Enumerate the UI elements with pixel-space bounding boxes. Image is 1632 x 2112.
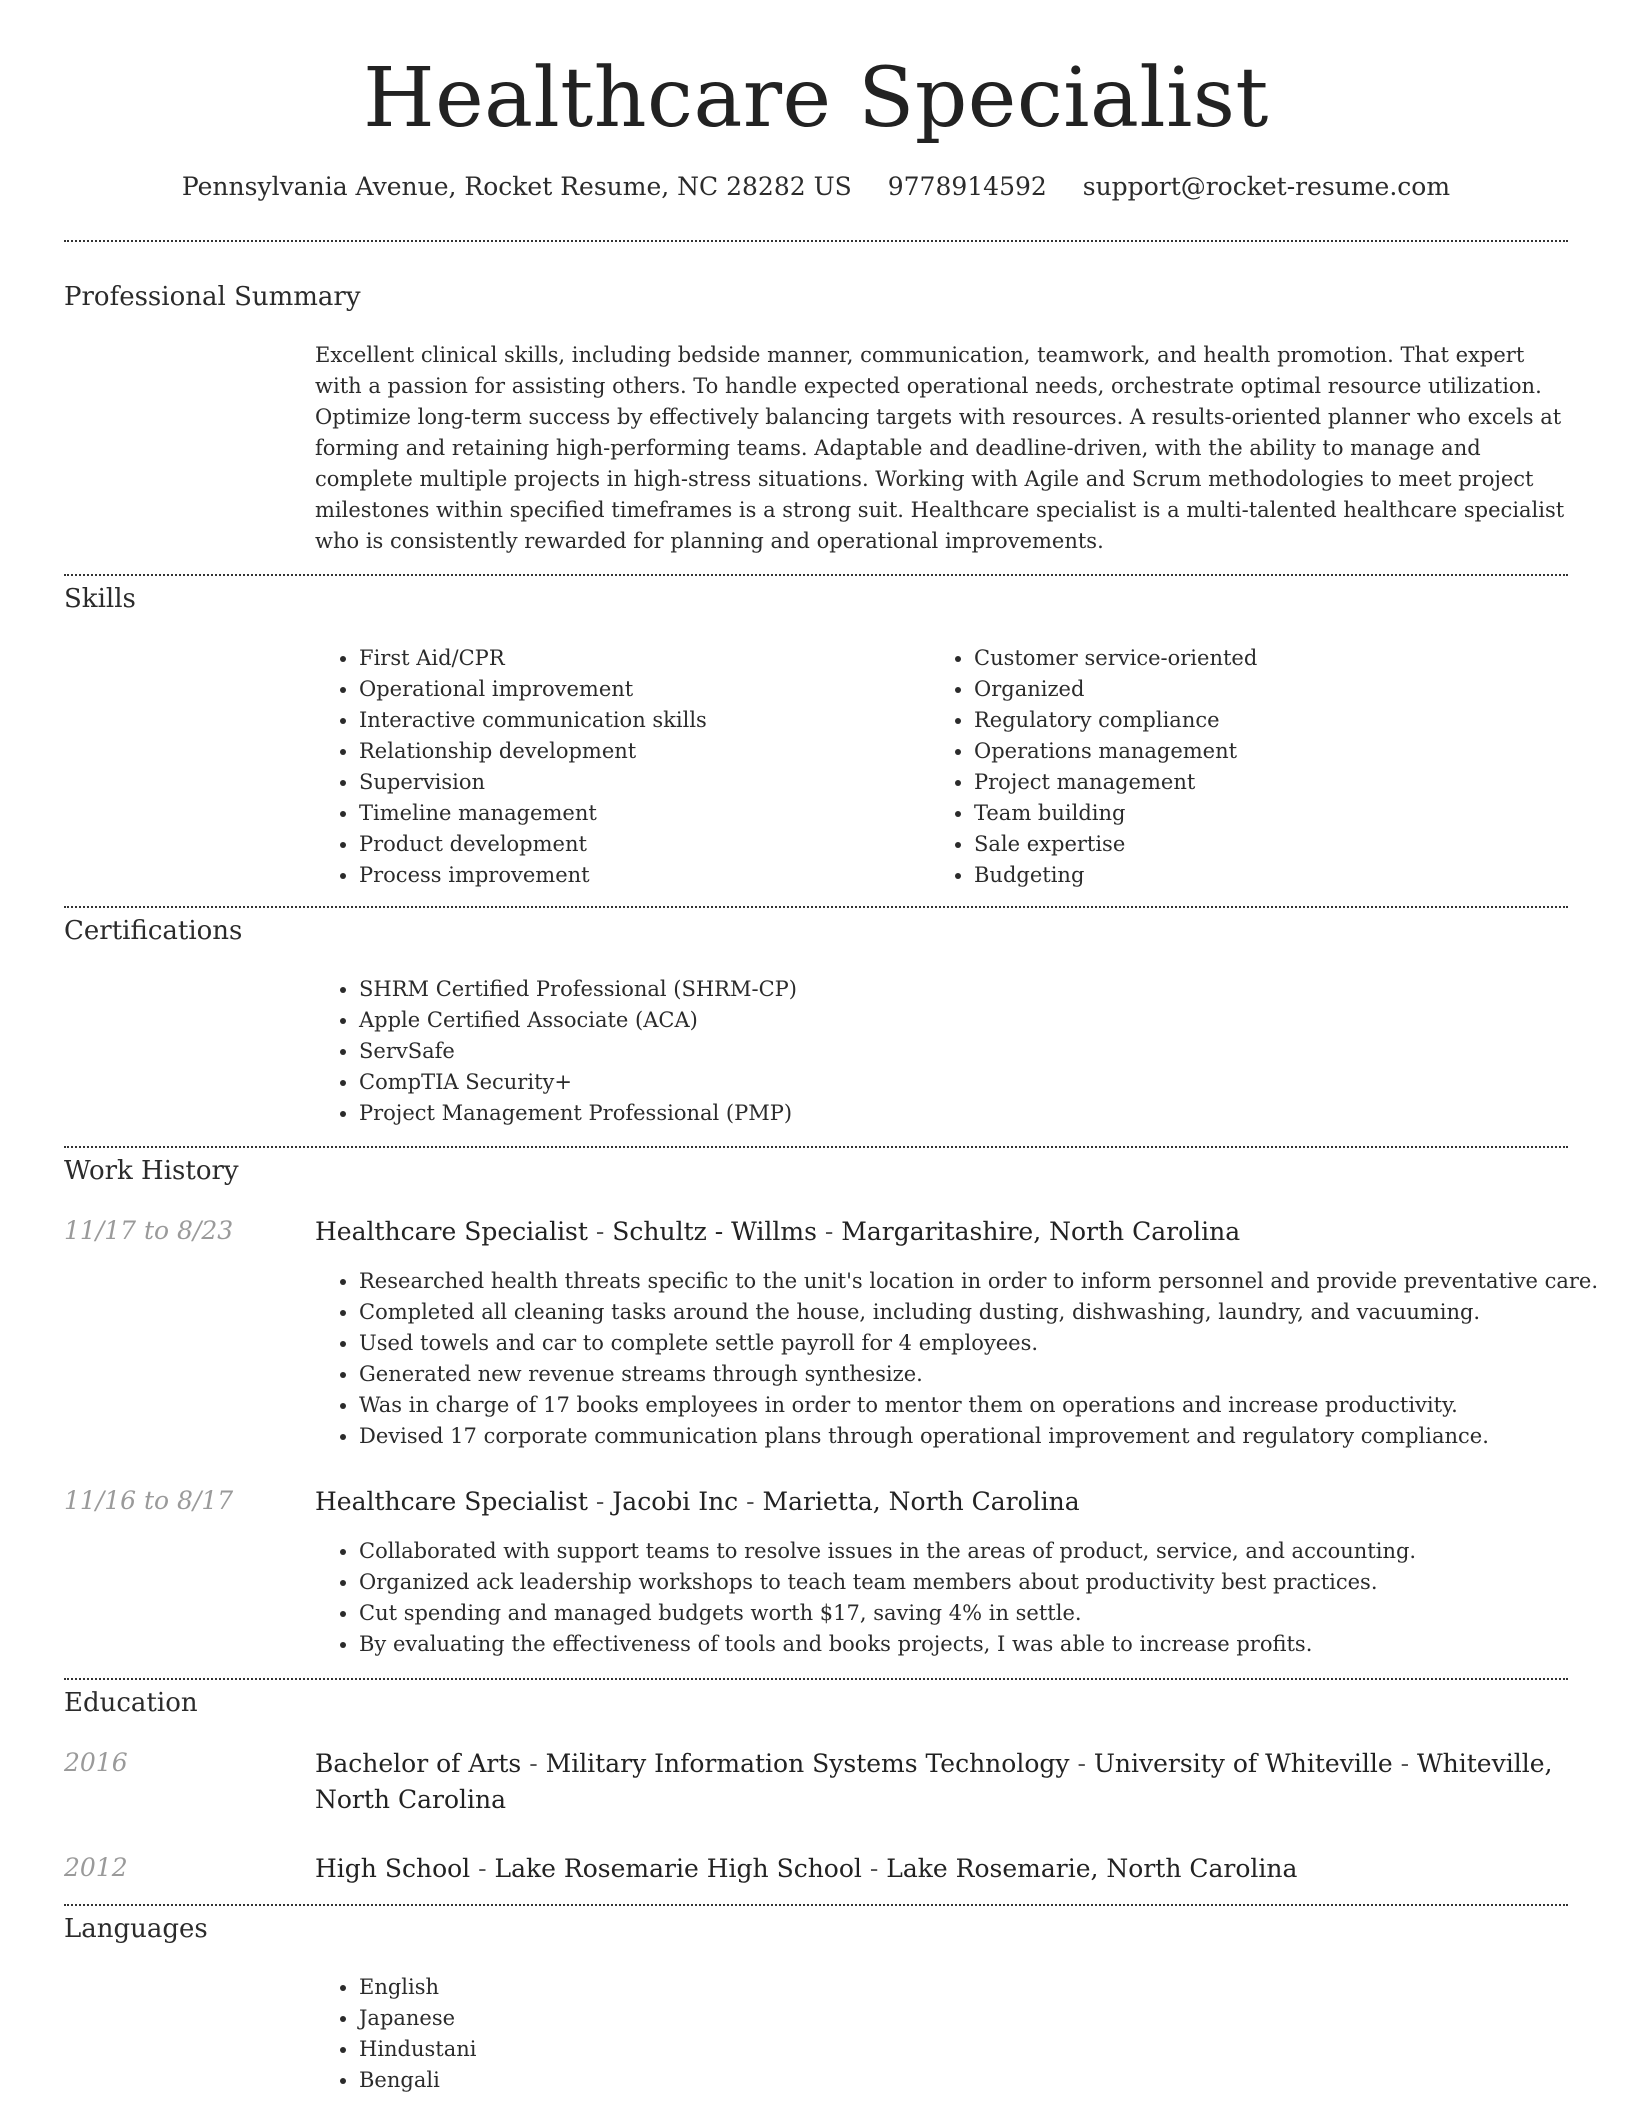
list-item: • By evaluating the effectiveness of tools and books projects, I was able to increase profits. (359, 1629, 1619, 1660)
certifications-list (315, 974, 1559, 1129)
divider (64, 1678, 1568, 1680)
list-item: • Hindustani (359, 2034, 959, 2065)
list-item: • Budgeting (974, 860, 1574, 891)
education-title (315, 1746, 1565, 1818)
list-item: • Process improvement (359, 860, 919, 891)
section-title-languages: Languages (64, 1914, 208, 1944)
education-year: 2012 (64, 1853, 128, 1882)
list-item: • Timeline management (359, 798, 919, 829)
separator: - (587, 1217, 613, 1246)
education-location: Whiteville, North Carolina (315, 1749, 1553, 1814)
list-item: • Collaborated with support teams to resolve issues in the areas of product, service, and accounting. (359, 1536, 1619, 1567)
list-item: • SHRM Certified Professional (SHRM-CP) (359, 974, 1559, 1005)
job-location: Marietta, North Carolina (762, 1487, 1080, 1516)
section-title-work-history: Work History (64, 1156, 239, 1186)
separator: - (587, 1487, 613, 1516)
education-title (315, 1851, 1575, 1887)
list-item: • Cut spending and managed budgets worth $17, saving 4% in settle. (359, 1598, 1619, 1629)
list-item: • Operational improvement (359, 674, 919, 705)
list-item: • Devised 17 corporate communication plans through operational improvement and regulatory compliance. (359, 1421, 1619, 1452)
list-item: • Operations management (974, 736, 1574, 767)
contact-email: support@rocket-resume.com (1082, 172, 1451, 201)
list-item: • Researched health threats specific to the unit's location in order to inform personnel and provide preventative care. (359, 1266, 1619, 1297)
candidate-name: Healthcare Specialist (363, 51, 1269, 146)
divider (64, 906, 1568, 908)
list-item: • Interactive communication skills (359, 705, 919, 736)
separator: - (1069, 1749, 1094, 1778)
section-title-summary: Professional Summary (64, 282, 361, 312)
list-item: • Product development (359, 829, 919, 860)
skills-list-right (930, 643, 1574, 891)
job-dates: 11/17 to 8/23 (64, 1216, 234, 1245)
list-item: • Was in charge of 17 books employees in order to mentor them on operations and increase productivity. (359, 1390, 1619, 1421)
education-year: 2016 (64, 1748, 128, 1777)
separator: - (861, 1854, 887, 1883)
education-degree: High School (315, 1854, 471, 1883)
job-location: Margaritashire, North Carolina (841, 1217, 1241, 1246)
job-company: Jacobi Inc (612, 1487, 739, 1516)
list-item: • Team building (974, 798, 1574, 829)
education-school: University of Whiteville (1093, 1749, 1393, 1778)
list-item: • Organized ack leadership workshops to teach team members about productivity best practices. (359, 1567, 1619, 1598)
divider (64, 1146, 1568, 1148)
divider (64, 240, 1568, 242)
list-item: • Relationship development (359, 736, 919, 767)
section-title-certifications: Certifications (64, 916, 243, 946)
list-item: • Sale expertise (974, 829, 1574, 860)
divider (64, 1904, 1568, 1906)
job-title (315, 1484, 1575, 1520)
separator: - (470, 1854, 495, 1883)
summary-text: Excellent clinical skills, including bedside manner, communication, teamwork, and health promotion. That expert with a passion for assisting others. To handle expected operational needs, orchestrate optimal resource utilization. Optimize long-term success by effectively balancing targets with resources. A results-oriented planner who excels at forming and retaining high-performing teams. Adaptable and deadline-driven, with the ability to manage and complete multiple projects in high-stress situations. Working with Agile and Scrum methodologies to meet project milestones within specified timeframes is a strong suit. Healthcare specialist is a multi-talented healthcare specialist who is consistently rewarded for planning and operational improvements. (315, 343, 1565, 553)
list-item: • First Aid/CPR (359, 643, 919, 674)
list-item: • Used towels and car to complete settle payroll for 4 employees. (359, 1328, 1619, 1359)
divider (64, 574, 1568, 576)
job-bullets (315, 1266, 1619, 1452)
list-item: • CompTIA Security+ (359, 1067, 1559, 1098)
education-school: Lake Rosemarie High School (494, 1854, 862, 1883)
job-role: Healthcare Specialist (315, 1217, 588, 1246)
list-item: • Regulatory compliance (974, 705, 1574, 736)
job-bullets (315, 1536, 1619, 1660)
job-title (315, 1214, 1575, 1250)
list-item: • Customer service-oriented (974, 643, 1574, 674)
job-role: Healthcare Specialist (315, 1487, 588, 1516)
education-degree: Bachelor of Arts (315, 1749, 522, 1778)
list-item: • Project management (974, 767, 1574, 798)
separator: - (521, 1749, 546, 1778)
contact-line (0, 172, 1632, 201)
list-item: • Generated new revenue streams through synthesize. (359, 1359, 1619, 1390)
list-item: • English (359, 1972, 959, 2003)
education-field: Military Information Systems Technology (545, 1749, 1070, 1778)
list-item: • Supervision (359, 767, 919, 798)
skills-list-left (315, 643, 919, 891)
list-item: • Organized (974, 674, 1574, 705)
separator: - (1392, 1749, 1417, 1778)
contact-phone: 9778914592 (887, 172, 1047, 201)
list-item: • Completed all cleaning tasks around the house, including dusting, dishwashing, laundry, and vacuuming. (359, 1297, 1619, 1328)
contact-address: Pennsylvania Avenue, Rocket Resume, NC 28282 US (181, 172, 852, 201)
list-item: • Apple Certified Associate (ACA) (359, 1005, 1559, 1036)
separator: - (738, 1487, 763, 1516)
separator: - (816, 1217, 842, 1246)
list-item: • Bengali (359, 2065, 959, 2096)
job-dates: 11/16 to 8/17 (64, 1486, 234, 1515)
list-item: • ServSafe (359, 1036, 1559, 1067)
list-item: • Japanese (359, 2003, 959, 2034)
section-title-education: Education (64, 1688, 198, 1718)
list-item: • Project Management Professional (PMP) (359, 1098, 1559, 1129)
section-title-skills: Skills (64, 584, 136, 614)
education-location: Lake Rosemarie, North Carolina (886, 1854, 1298, 1883)
languages-list (315, 1972, 959, 2096)
job-company: Schultz - Willms (612, 1217, 817, 1246)
